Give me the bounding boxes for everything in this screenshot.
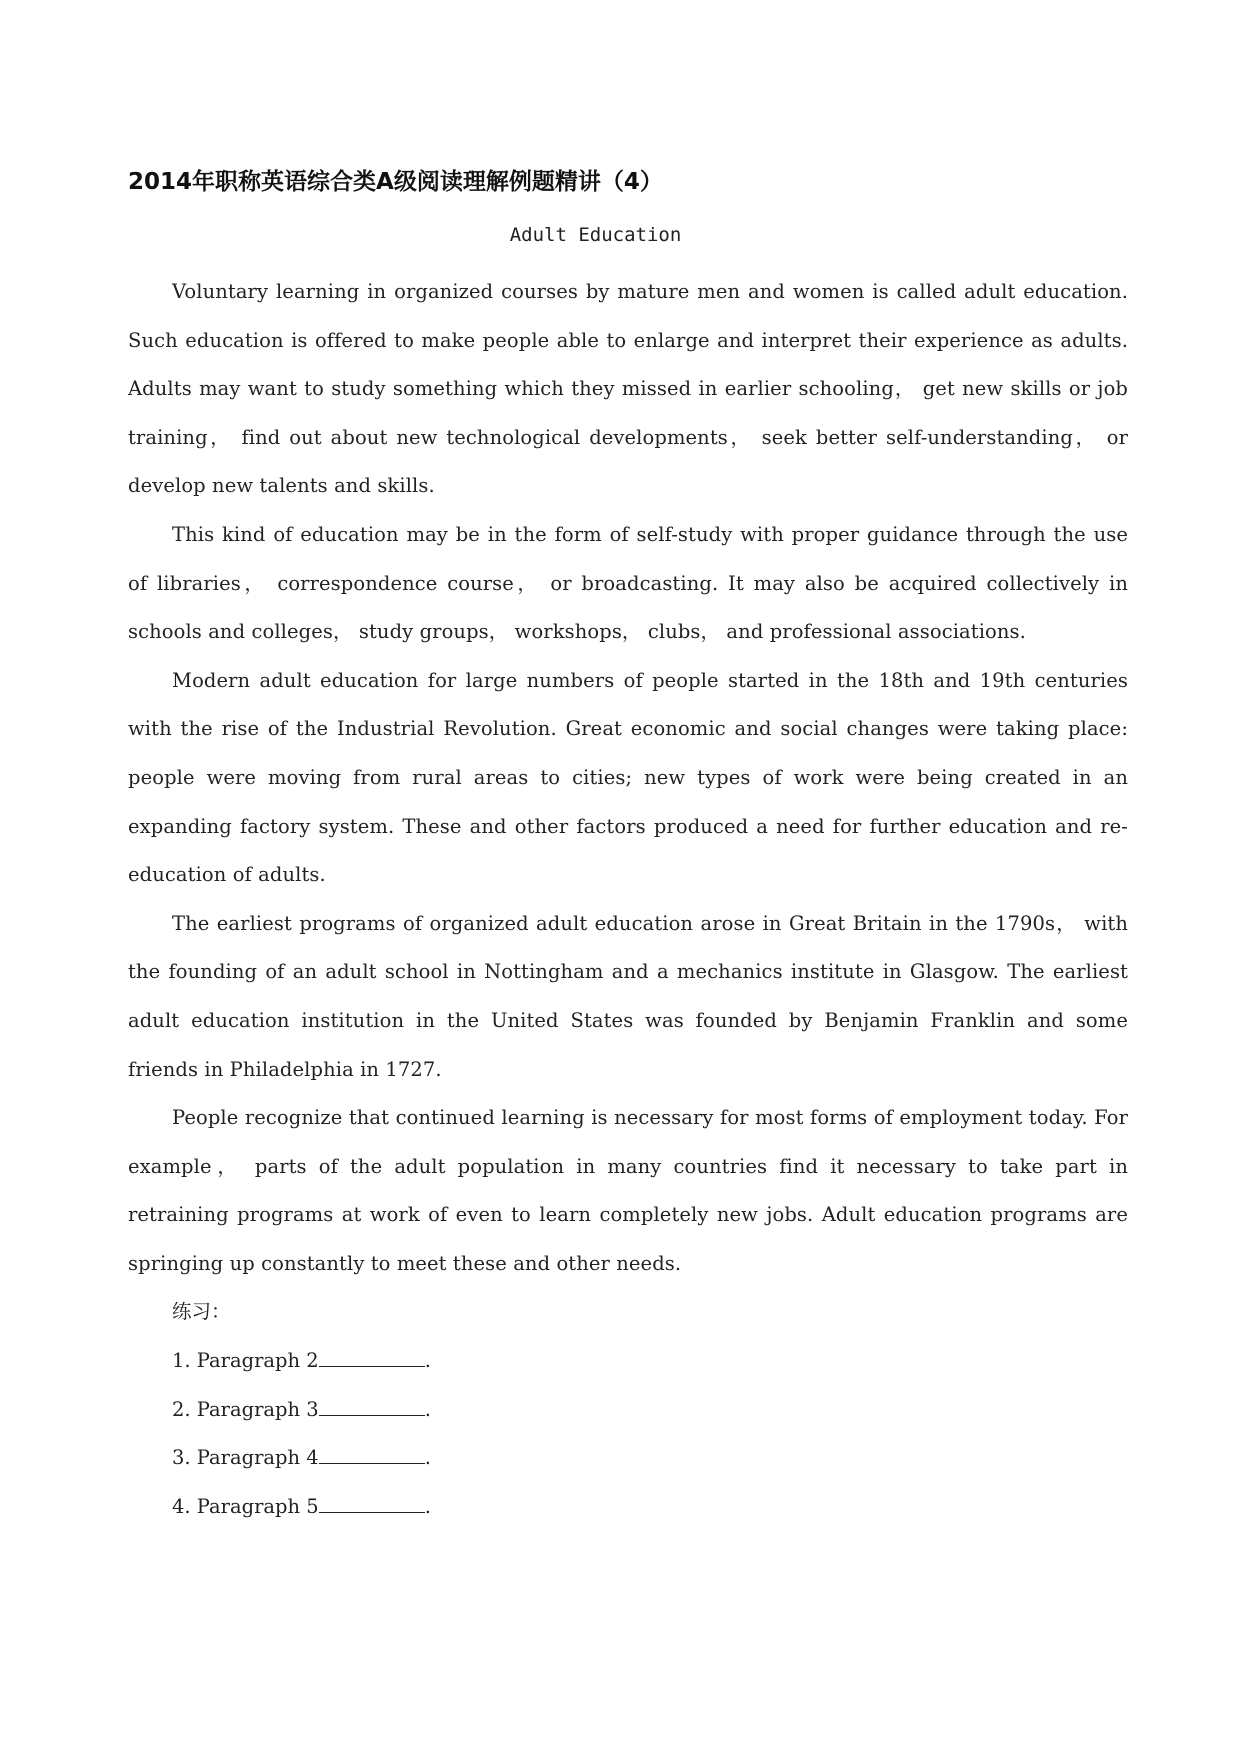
- answer-blank[interactable]: [319, 1346, 425, 1367]
- exercise-item-2: [172, 1386, 1128, 1435]
- exercise-item-4: [172, 1483, 1128, 1532]
- article-title: Adult Education: [509, 224, 682, 246]
- answer-blank[interactable]: [319, 1443, 425, 1464]
- exercise-prompt: 4. Paragraph 5: [172, 1494, 319, 1518]
- exercise-period: .: [424, 1446, 431, 1470]
- answer-blank[interactable]: [319, 1395, 425, 1416]
- exercise-item-3: [172, 1434, 1128, 1483]
- answer-blank[interactable]: [319, 1492, 425, 1513]
- exercise-period: .: [424, 1494, 431, 1518]
- paragraph-4: The earliest programs of organized adult education arose in Great Britain in the 1790s， with the founding of an adult school in Nottingham and a mechanics institute in Glasgow. The earliest adult education institution in the United States was founded by Benjamin Franklin and some friends in Philadelphia in 1727.: [128, 911, 1128, 1081]
- exercise-period: .: [424, 1349, 431, 1373]
- paragraph-1: Voluntary learning in organized courses by mature men and women is called adult education. Such education is offered to make people able to enlarge and interpret their experience as adults. Adults may want to study something which they missed in earlier schooling， get new skills or job training， find out about new technological developments， seek better self-understanding， or develop new talents and skills.: [128, 280, 1128, 498]
- paragraph-2: This kind of education may be in the form of self-study with proper guidance through the use of libraries， correspondence course， or broadcasting. It may also be acquired collectively in schools and colleges， study groups， workshops， clubs， and professional associations.: [128, 522, 1128, 644]
- exercise-prompt: 2. Paragraph 3: [172, 1397, 319, 1421]
- document-page: [128, 160, 1128, 1531]
- exercise-prompt: 3. Paragraph 4: [172, 1446, 319, 1470]
- paragraph-5: People recognize that continued learning is necessary for most forms of employment today. For example， parts of the adult population in many countries find it necessary to take part in retraining programs at work of even to learn completely new jobs. Adult education programs are springing up constantly to meet these and other needs.: [128, 1106, 1128, 1275]
- exercise-item-1: [172, 1337, 1128, 1386]
- exercise-period: .: [424, 1397, 431, 1421]
- exercise-list: [128, 1337, 1128, 1531]
- paragraph-3: Modern adult education for large numbers of people started in the 18th and 19th centuries with the rise of the Industrial Revolution. Great economic and social changes were taking place: people were moving from rural areas to cities; new types of work were being created in an expanding factory system. These and other factors produced a need for further education and re-education of adults.: [128, 668, 1128, 887]
- exercise-prompt: 1. Paragraph 2: [172, 1349, 319, 1373]
- document-title: 2014年职称英语综合类A级阅读理解例题精讲（4）: [128, 169, 663, 195]
- exercise-label: 练习：: [172, 1300, 231, 1324]
